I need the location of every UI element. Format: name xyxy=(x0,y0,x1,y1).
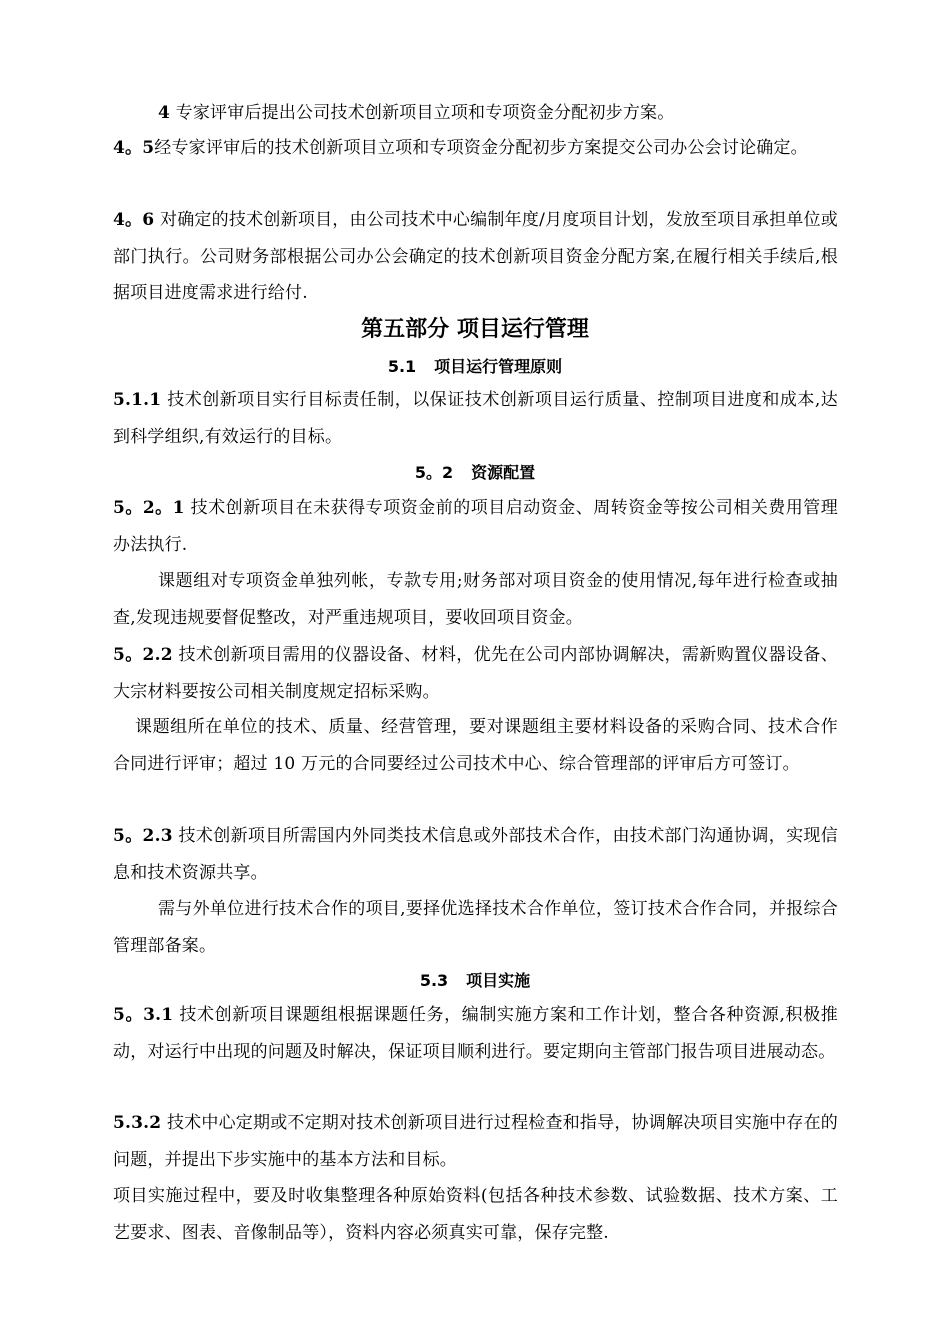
paragraph-5-2-3 xyxy=(113,818,838,891)
clause-number: 5。2.2 xyxy=(113,645,173,665)
clause-text: 技术创新项目所需国内外同类技术信息或外部技术合作，由技术部门沟通协调，实现信息和技术资源共享。 xyxy=(113,826,838,883)
section-title: 项目运行管理原则 xyxy=(434,357,563,376)
section-number: 5.1 xyxy=(387,357,417,376)
paragraph-4-5 xyxy=(113,130,838,167)
clause-number: 4。5 xyxy=(113,138,155,158)
clause-text: 技术创新项目需用的仪器设备、材料，优先在公司内部协调解决，需新购置仪器设备、大宗材料要按公司相关制度规定招标采购。 xyxy=(113,645,838,702)
paragraph-4-4 xyxy=(113,95,838,132)
clause-number: 4 xyxy=(158,103,171,123)
clause-number: 5。2。1 xyxy=(113,498,185,518)
paragraph-5-2-2 xyxy=(113,637,838,710)
clause-text: 技术创新项目实行目标责任制，以保证技术创新项目运行质量、控制项目进度和成本,达到科学组织,有效运行的目标。 xyxy=(113,390,839,447)
clause-number: 5.1.1 xyxy=(113,390,162,410)
section-5-2-heading xyxy=(0,458,950,488)
clause-text: 对确定的技术创新项目，由公司技术中心编制年度/月度项目计划，发放至项目承担单位或部门执行。公司财务部根据公司办公会确定的技术创新项目资金分配方案,在履行相关手续后,根据项目进度需求进行给付. xyxy=(113,210,838,303)
paragraph-5-3-2-continued: 项目实施过程中，要及时收集整理各种原始资料(包括各种技术参数、试验数据、技术方案、工艺要求、图表、音像制品等），资料内容必须真实可靠，保存完整. xyxy=(113,1186,838,1243)
paragraph-5-2-2-continued: 课题组所在单位的技术、质量、经营管理，要对课题组主要材料设备的采购合同、技术合作合同进行评审；超过 10 万元的合同要经过公司技术中心、综合管理部的评审后方可签订。 xyxy=(113,717,838,774)
paragraph-5-1-1 xyxy=(113,382,838,455)
clause-text: 技术创新项目课题组根据课题任务，编制实施方案和工作计划，整合各种资源,积极推动，对运行中出现的问题及时解决，保证项目顺利进行。要定期向主管部门报告项目进展动态。 xyxy=(113,1005,838,1062)
paragraph-5-3-1 xyxy=(113,997,838,1070)
section-number: 5.3 xyxy=(419,971,449,990)
section-number: 5。2 xyxy=(414,463,454,482)
clause-number: 5。3.1 xyxy=(113,1005,174,1025)
clause-text: 经专家评审后的技术创新项目立项和专项资金分配初步方案提交公司办公会讨论确定。 xyxy=(154,138,808,158)
section-title: 项目实施 xyxy=(466,971,531,990)
section-5-3-heading xyxy=(0,966,950,996)
paragraph-5-2-3-continued: 需与外单位进行技术合作的项目,要择优选择技术合作单位，签订技术合作合同，并报综合管理部备案。 xyxy=(113,899,838,956)
clause-text: 专家评审后提出公司技术创新项目立项和专项资金分配初步方案。 xyxy=(175,103,675,123)
clause-text: 技术创新项目在未获得专项资金前的项目启动资金、周转资金等按公司相关费用管理办法执行. xyxy=(113,498,839,555)
section-5-1-heading xyxy=(0,352,950,382)
section-title: 资源配置 xyxy=(471,463,536,482)
clause-number: 5。2.3 xyxy=(113,826,173,846)
paragraph-5-2-1-continued: 课题组对专项资金单独列帐，专款专用;财务部对项目资金的使用情况,每年进行检查或抽查,发现违规要督促整改，对严重违规项目，要收回项目资金。 xyxy=(113,571,838,628)
clause-text: 技术中心定期或不定期对技术创新项目进行过程检查和指导，协调解决项目实施中存在的问题，并提出下步实施中的基本方法和目标。 xyxy=(113,1113,838,1170)
part-five-title: 第五部分 项目运行管理 xyxy=(361,316,589,342)
paragraph-5-3-2 xyxy=(113,1105,838,1178)
paragraph-4-6 xyxy=(113,202,838,312)
clause-number: 4。6 xyxy=(113,210,155,230)
clause-number: 5.3.2 xyxy=(113,1113,162,1133)
paragraph-5-2-1 xyxy=(113,490,838,563)
